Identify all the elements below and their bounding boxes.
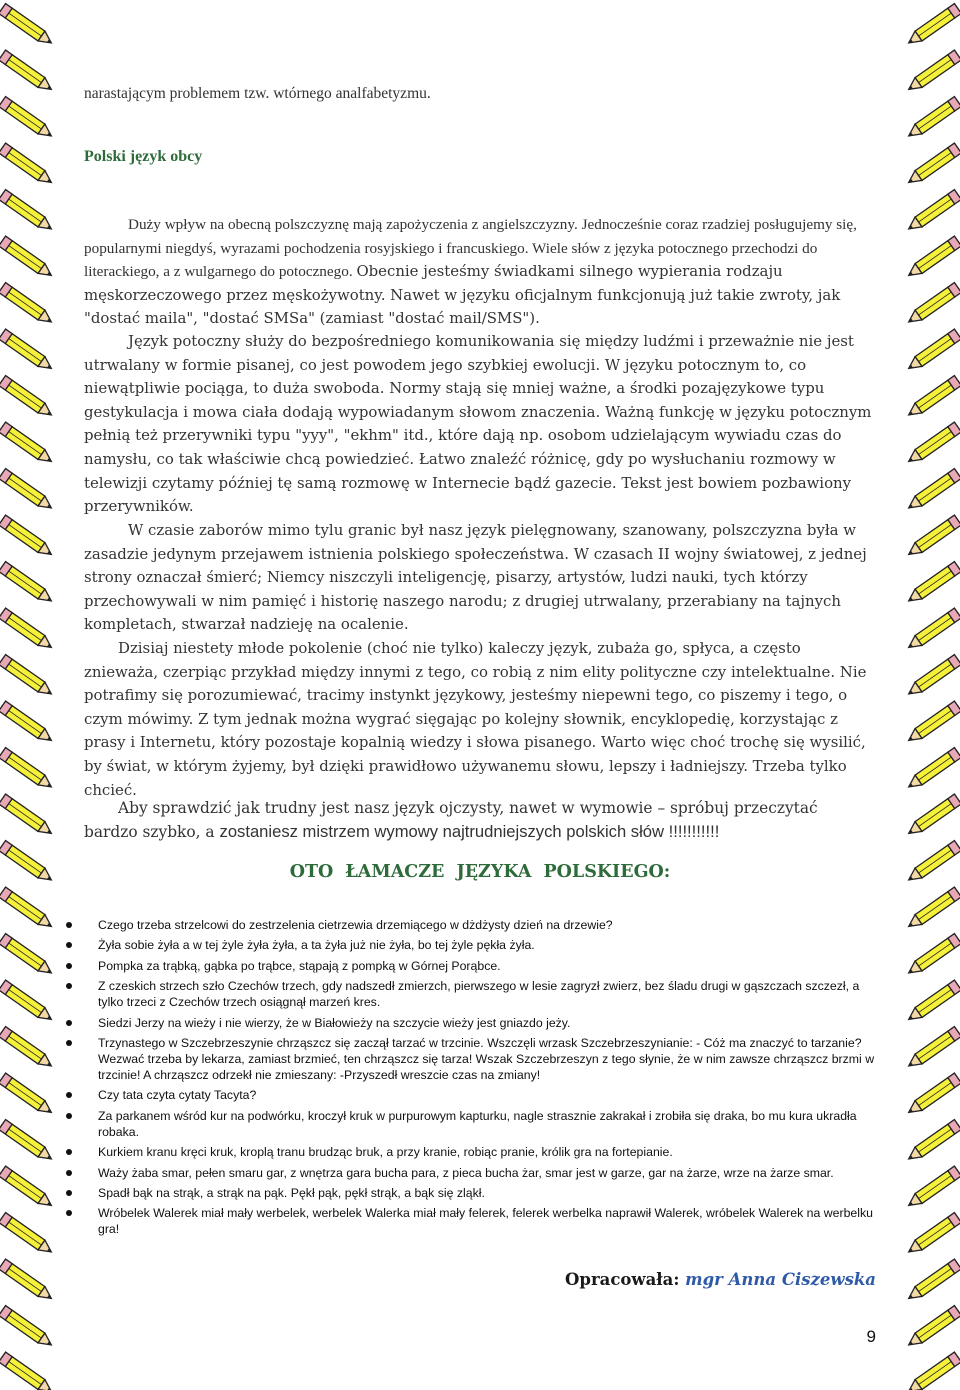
pencil-icon	[0, 887, 55, 931]
list-item-text: Waży żaba smar, pełen smaru gar, z wnętrza gara bucha para, z pieca bucha żar, smar jest w garze, gar na żarze, wrze na żarze smar.	[98, 1165, 834, 1180]
page-number: 9	[866, 1327, 876, 1346]
pencil-icon	[905, 1213, 960, 1257]
section-heading: Polski język obcy	[84, 148, 203, 165]
pencil-border-left	[0, 0, 60, 1390]
pencil-icon	[905, 50, 960, 94]
list-item	[96, 958, 876, 974]
bullet-icon	[66, 983, 72, 989]
signature-name: mgr Anna Ciszewska	[685, 1270, 876, 1289]
pencil-icon	[905, 97, 960, 141]
pencil-icon	[0, 283, 55, 327]
list-item	[96, 1108, 876, 1140]
paragraph-1-part-2: Obecnie jesteśmy świadkami silnego wypierania rodzaju męskorzeczowego przez męskożywotny. Nawet w języku oficjalnym funkcjonują już takie zwroty, jak "dostać maila", "dostać SMSa" (zamiast "dostać mail/SMS").	[84, 262, 841, 328]
list-item	[96, 1165, 876, 1181]
bullet-icon	[66, 1170, 72, 1176]
pencil-icon	[0, 1073, 55, 1117]
pencil-icon	[0, 841, 55, 885]
list-item-text: Wróbelek Walerek miał mały werbelek, werbelek Walerka miał mały felerek, felerek werbelka naprawił Walerek, wróbelek Walerek na werbelku gra!	[98, 1206, 873, 1237]
pencil-icon	[0, 515, 55, 559]
list-item-text: Czego trzeba strzelcowi do zestrzelenia cietrzewia drzemiącego w dżdżysty dzień na drzewie?	[98, 918, 613, 932]
pencil-icon	[905, 143, 960, 187]
list-item-text: Trzynastego w Szczebrzeszynie chrząszcz się zaczął tarzać w trzcinie. Wszczęli wrzask Szczebrzeszynianie: - Cóż ma znaczyć to tarzanie? Wezwać trzeba by lekarza, zamiast brzmieć, ten chrząszcz się tarza! Wszak Szczebrzeszyn z tego słynie, że w nim zawsze chrząszcz brzmi w trzcinie! A chrząszcz odrzekł nie zmieszany: -Przyszedł wreszcie czas na zmiany!	[98, 1035, 875, 1082]
paragraph-3: W czasie zaborów mimo tylu granic był nasz język pielęgnowany, szanowany, polszczyzna była w zasadzie jedynym przejawem istnienia polskiego społeczeństwa. W czasach II wojny światowej, z jednej strony oznaczał śmierć; Niemcy niszczyli inteligencję, pisarzy, artystów, ludzi nauki, tych którzy przechowywali w nim pamięć i historię naszego narodu; z drugiej utrwalany, przerabiany na tajnych kompletach, stwarzał nadzieję na ocalenie.	[84, 521, 867, 634]
signature-label: Opracowała:	[565, 1270, 680, 1289]
pencil-icon	[0, 329, 55, 373]
pencil-icon	[905, 748, 960, 792]
pencil-icon	[0, 97, 55, 141]
list-item-text: Kurkiem kranu kręci kruk, kroplą tranu brudząc bruk, a przy kranie, robiąc pranie, królik gra na fortepianie.	[98, 1145, 673, 1160]
pencil-icon	[905, 329, 960, 373]
list-item	[96, 937, 876, 953]
call-to-action: Aby sprawdzić jak trudny jest nasz język ojczysty, nawet w wymowie – spróbuj przeczytać bardzo szybko, a zostaniesz mistrzem wymowy najtrudniejszych polskich słów !!!!!!!!!!!	[84, 799, 818, 841]
pencil-icon	[905, 4, 960, 48]
pencil-icon	[905, 841, 960, 885]
pencil-icon	[905, 794, 960, 838]
pencil-icon	[0, 794, 55, 838]
pencil-icon	[905, 1306, 960, 1350]
pencil-icon	[0, 50, 55, 94]
pencil-icon	[0, 422, 55, 466]
pencil-icon	[0, 236, 55, 280]
list-item	[96, 1144, 876, 1160]
pencil-icon	[905, 1073, 960, 1117]
bullet-icon	[66, 1149, 72, 1155]
pencil-icon	[0, 1166, 55, 1210]
pencil-icon	[905, 655, 960, 699]
list-item-text: Z czeskich strzech szło Czechów trzech, gdy nadszedł zmierzch, pierwszego w lesie zagryzł zwierz, bez śladu drugi w gąszczach szczezł, a tylko trzeci z Czechów trzech osiągnął marzeń kres.	[98, 979, 860, 1010]
pencil-icon	[0, 376, 55, 420]
pencil-icon	[905, 1120, 960, 1164]
pencil-icon	[905, 701, 960, 745]
pencil-icon	[0, 143, 55, 187]
pencil-icon	[905, 469, 960, 513]
pencil-border-right	[900, 0, 960, 1390]
pencil-icon	[905, 283, 960, 327]
pencil-icon	[0, 4, 55, 48]
bullet-icon	[66, 942, 72, 948]
list-item-text: Spadł bąk na strąk, a strąk na pąk. Pękł pąk, pękł strąk, a bąk się zląkł.	[98, 1185, 485, 1200]
list-item-text: Pompka za trąbką, gąbka po trąbce, stąpają z pompką w Górnej Porąbce.	[98, 958, 501, 973]
pencil-icon	[905, 515, 960, 559]
list-item-text: Żyła sobie żyła a w tej żyle żyła żyła, a ta żyła już nie żyła, bo tej żyle pękła żyła.	[98, 938, 535, 953]
pencil-icon	[0, 980, 55, 1024]
pencil-icon	[905, 1027, 960, 1071]
pencil-icon	[0, 1306, 55, 1350]
pencil-icon	[0, 1259, 55, 1303]
bullet-icon	[66, 1190, 72, 1196]
pencil-icon	[0, 608, 55, 652]
list-item-text: Siedzi Jerzy na wieży i nie wierzy, że w Białowieży na szczycie wieży jest gniazdo jeży.	[98, 1015, 571, 1030]
pencil-icon	[0, 562, 55, 606]
list-item-text: Czy tata czyta cytaty Tacyta?	[98, 1088, 257, 1103]
list-item	[96, 978, 876, 1010]
list-item	[96, 1087, 876, 1103]
bullet-icon	[66, 1092, 72, 1098]
pencil-icon	[0, 1213, 55, 1257]
pencil-icon	[0, 190, 55, 234]
tongue-twisters-list	[96, 917, 876, 1242]
list-item-text: Za parkanem wśród kur na podwórku, kroczył kruk w purpurowym kapturku, nagle strasznie zakrakał i zrobiła się draka, bo mu kura ukradła robaka.	[98, 1108, 857, 1139]
pencil-icon	[0, 748, 55, 792]
pencil-icon	[905, 422, 960, 466]
pencil-icon	[905, 562, 960, 606]
bullet-icon	[66, 1020, 72, 1026]
paragraph-4: Dzisiaj niestety młode pokolenie (choć nie tylko) kaleczy język, zubaża go, spłyca, a często znieważa, czerpiąc przykład między innymi z tego, co robią z nim elity polityczne czy intelektualne. Nie potrafimy się porozumiewać, tracimy instynkt językowy, jesteśmy niepewni tego, co piszemy i tego, o czym mówimy. Z tym jednak można wygrać sięgając po kolejny słownik, encyklopedię, korzystając z prasy i Internetu, który pozostaje kopalnią wiedzy i słowa pisanego. Warto więc choć trochę się wysilić, by świat, w którym żyjemy, był dzięki prawidłowo używanemu słowu, lepszy i ładniejszy. Trzeba tylko chcieć.	[84, 639, 867, 799]
pencil-icon	[905, 236, 960, 280]
bullet-icon	[66, 963, 72, 969]
list-item	[96, 917, 876, 933]
pencil-icon	[0, 1120, 55, 1164]
pencil-icon	[905, 608, 960, 652]
list-item	[96, 1205, 876, 1237]
intro-line: narastającym problemem tzw. wtórnego analfabetyzmu.	[84, 85, 431, 102]
pencil-icon	[905, 376, 960, 420]
signature	[565, 1270, 876, 1289]
paragraph-2: Język potoczny służy do bezpośredniego komunikowania się między ludźmi i przeważnie nie jest utrwalany w formie pisanej, co jest powodem jego szybkiej ewolucji. W języku potocznym to, co niewątpliwie pociąga, to duża swoboda. Normy stają się mniej ważne, a środki pozajęzykowe typu gestykulacja i mowa ciała dodają wypowiadanym słowom znaczenia. Ważną funkcję w języku potocznym pełnią też przerywniki typu "yyy", "ekhm" itd., które dają np. osobom udzielającym wywiadu czas do namysłu, co tak właściwie chcą powiedzieć. Łatwo znaleźć różnicę, gdy po wysłuchaniu rozmowy w telewizji czytamy później tę samą rozmowę w Internecie bądź gazecie. Tekst jest bowiem pozbawiony przerywników.	[84, 332, 872, 516]
paragraph-1-part-1: Duży wpływ na obecną polszczyznę mają zapożyczenia z angielszczyzny. Jednocześnie coraz rzadziej posługujemy się, popularnymi niegdyś, wyrazami pochodzenia rosyjskiego i francuskiego. Wiele słów z języka potocznego przechodzi do literackiego, a z wulgarnego do potocznego. Obecnie jesteśmy świadkami silnego wypierania rodzaju męskorzeczowego przez męskożywotny. Nawet w języku oficjalnym funkcjonują już takie zwroty, jak "dostać maila", "dostać SMSa" (zamiast "dostać mail/SMS").	[84, 216, 857, 328]
pencil-icon	[905, 934, 960, 978]
pencil-icon	[0, 1352, 55, 1390]
pencil-icon	[905, 980, 960, 1024]
pencil-icon	[905, 1259, 960, 1303]
tongue-twisters-heading: OTO ŁAMACZE JĘZYKA POLSKIEGO:	[289, 862, 671, 882]
pencil-icon	[0, 701, 55, 745]
list-item	[96, 1185, 876, 1201]
pencil-icon	[905, 887, 960, 931]
bullet-icon	[66, 1210, 72, 1216]
pencil-icon	[905, 1352, 960, 1390]
bullet-icon	[66, 922, 72, 928]
pencil-icon	[0, 934, 55, 978]
pencil-icon	[0, 469, 55, 513]
pencil-icon	[905, 1166, 960, 1210]
bullet-icon	[66, 1040, 72, 1046]
pencil-icon	[0, 655, 55, 699]
pencil-icon	[905, 190, 960, 234]
list-item	[96, 1015, 876, 1031]
page-content	[84, 0, 876, 1390]
list-item	[96, 1035, 876, 1083]
pencil-icon	[0, 1027, 55, 1071]
bullet-icon	[66, 1113, 72, 1119]
